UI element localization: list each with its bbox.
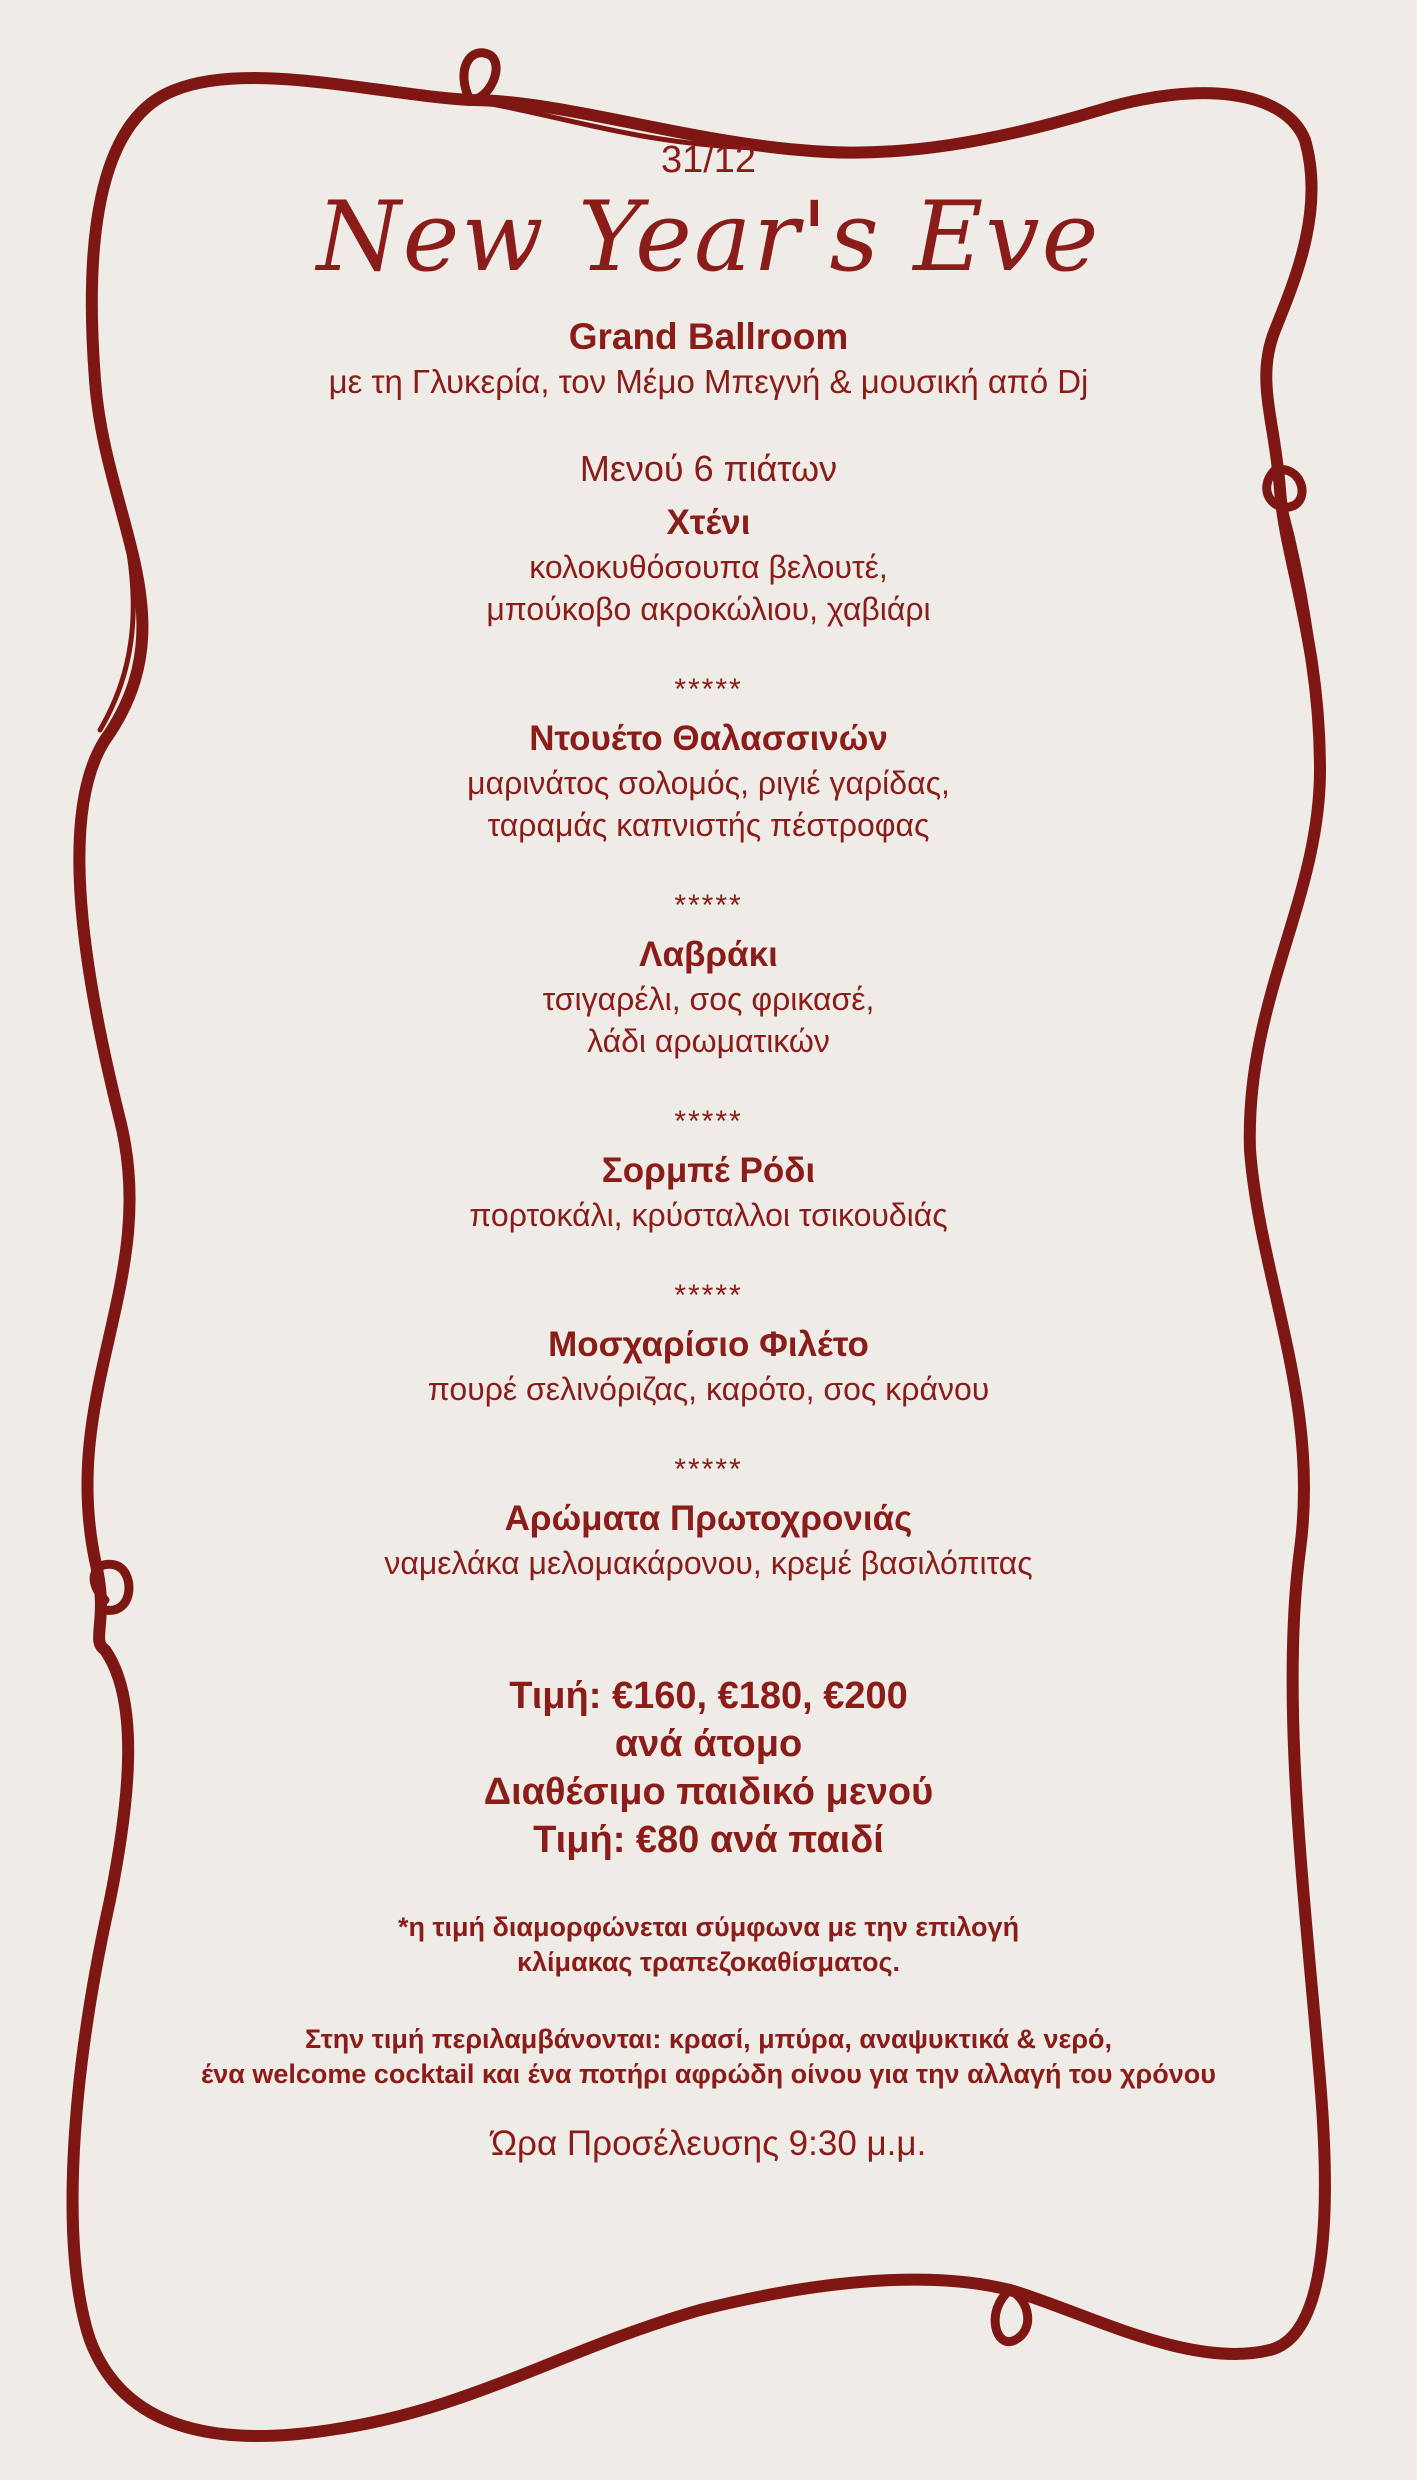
course-description-line: λάδι αρωματικών [587, 1023, 830, 1059]
event-date: 31/12 [660, 139, 757, 181]
course-name: Σορμπέ Ρόδι [601, 1151, 816, 1190]
course-name: Χτένι [666, 503, 751, 542]
course-item [160, 1322, 1257, 1410]
course-description-line: πορτοκάλι, κρύσταλλοι τσικουδιάς [469, 1197, 948, 1233]
price-note-line: *η τιμή διαμορφώνεται σύμφωνα με την επιλογή [397, 1912, 1020, 1942]
course-name: Μοσχαρίσιο Φιλέτο [548, 1325, 869, 1364]
course-divider: ***** [674, 1279, 743, 1312]
includes-note [160, 2022, 1257, 2092]
course-name: Ντουέτο Θαλασσινών [529, 719, 888, 758]
course-item [160, 1496, 1257, 1584]
course-item [160, 932, 1257, 1062]
course-description-line: τσιγαρέλι, σος φρικασέ, [542, 981, 875, 1017]
venue-name: Grand Ballroom [568, 316, 849, 357]
price-line: Διαθέσιμο παιδικό μενού [483, 1771, 934, 1813]
course-divider: ***** [674, 1453, 743, 1486]
course-description-line: κολοκυθόσουπα βελουτέ, [529, 549, 888, 585]
course-description-line: ταραμάς καπνιστής πέστροφας [487, 807, 930, 843]
course-description [160, 762, 1257, 846]
course-item [160, 1148, 1257, 1236]
price-note-line: κλίμακας τραπεζοκαθίσματος. [516, 1947, 900, 1977]
pricing-block [160, 1672, 1257, 1864]
course-description [160, 1194, 1257, 1236]
price-line: Τιμή: €160, €180, €200 [509, 1675, 908, 1717]
course-description [160, 546, 1257, 630]
price-line: ανά άτομο [614, 1723, 803, 1765]
price-note [160, 1910, 1257, 1980]
menu-content [160, 120, 1257, 2166]
course-description-line: ναμελάκα μελομακάρονου, κρεμέ βασιλόπιτας [384, 1545, 1033, 1581]
price-line: Τιμή: €80 ανά παιδί [533, 1819, 884, 1861]
course-description-line: μπούκοβο ακροκώλιου, χαβιάρι [486, 591, 931, 627]
course-name: Λαβράκι [639, 935, 778, 974]
includes-line: Στην τιμή περιλαμβάνονται: κρασί, μπύρα, αναψυκτικά & νερό, [304, 2024, 1113, 2054]
artists-line: με τη Γλυκερία, τον Μέμο Μπεγνή & μουσική από Dj [328, 363, 1089, 400]
course-description [160, 1368, 1257, 1410]
course-divider: ***** [674, 889, 743, 922]
includes-line: ένα welcome cocktail και ένα ποτήρι αφρώδη οίνου για την αλλαγή του χρόνου [201, 2059, 1216, 2089]
course-divider: ***** [674, 673, 743, 706]
course-item [160, 716, 1257, 846]
course-description-line: μαρινάτος σολομός, ριγιέ γαρίδας, [467, 765, 950, 801]
course-description-line: πουρέ σελινόριζας, καρότο, σος κράνου [427, 1371, 990, 1407]
course-description [160, 978, 1257, 1062]
course-name: Αρώματα Πρωτοχρονιάς [504, 1499, 913, 1538]
event-title: New Year's Eve [316, 181, 1101, 293]
menu-heading: Μενού 6 πιάτων [579, 448, 838, 489]
course-description [160, 1542, 1257, 1584]
course-item [160, 500, 1257, 630]
arrival-time: Ώρα Προσέλευσης 9:30 μ.μ. [490, 2124, 927, 2163]
course-divider: ***** [674, 1105, 743, 1138]
